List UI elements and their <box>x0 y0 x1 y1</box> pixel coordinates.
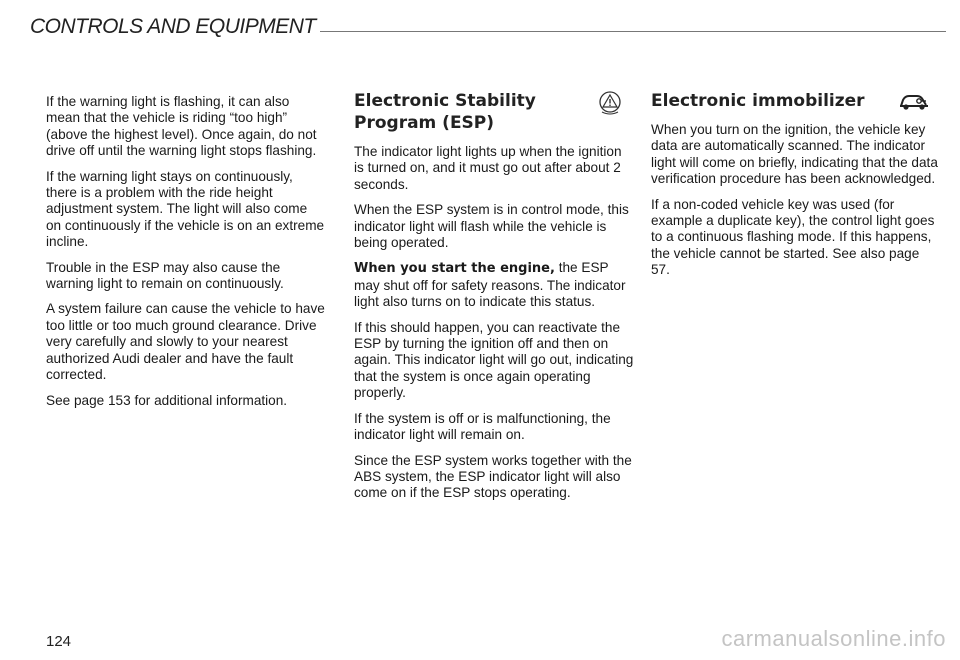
page-number: 124 <box>46 633 72 650</box>
column-immobilizer <box>651 90 941 288</box>
paragraph: See page 153 for additional information. <box>46 392 288 408</box>
section-heading: CONTROLS AND EQUIPMENT <box>30 15 316 38</box>
watermark: carmanualsonline.info <box>721 626 946 651</box>
paragraph: If a non-coded vehicle key was used (for example a duplicate key), the control light goes to a continuous flashing mode. If this happens, the vehicle cannot be started. See also page 57. <box>651 196 935 278</box>
paragraph: If the system is off or is malfunctioning, the indicator light will remain on. <box>354 410 611 443</box>
esp-title <box>354 90 536 134</box>
paragraph: If the warning light stays on continuously, there is a problem with the ride height adjustment system. The light will also come on continuously if the vehicle is on an extreme incline. <box>46 168 325 250</box>
car-key-icon <box>897 90 931 112</box>
paragraph: The indicator light lights up when the ignition is turned on, and it must go out after about 2 seconds. <box>354 144 622 192</box>
esp-warning-icon <box>596 90 624 116</box>
column-esp <box>354 90 634 511</box>
paragraph-rest: the ESP may shut off for safety reasons. The indicator light also turns on to indicate this status. <box>354 260 626 310</box>
paragraph: If the warning light is flashing, it can also mean that the vehicle is riding “too high” (above the highest level). Once again, do not drive off until the warning light stops flashing. <box>46 94 317 159</box>
esp-heading <box>354 90 634 134</box>
paragraph: A system failure can cause the vehicle to have too little or too much ground clearance. Drive very carefully and slowly to your nearest authorized Audi dealer and have the fault corrected. <box>46 301 325 383</box>
bold-lead-text: When you start the engine, <box>354 261 555 277</box>
esp-title-line-1: Electronic Stability <box>354 91 536 111</box>
paragraph: When the ESP system is in control mode, this indicator light will flash while the vehicle is being operated. <box>354 202 629 251</box>
paragraph: When you turn on the ignition, the vehicle key data are automatically scanned. The indicator light will come on briefly, indicating that the data verification procedure has been acknowledged. <box>651 122 938 187</box>
column-ride-height <box>46 94 326 418</box>
immobilizer-title: Electronic immobilizer <box>651 91 865 111</box>
paragraph: Trouble in the ESP may also cause the warning light to remain on continuously. <box>46 259 284 292</box>
page-header <box>30 10 946 40</box>
header-rule <box>320 31 946 32</box>
immobilizer-heading <box>651 90 941 112</box>
esp-title-line-2: Program (ESP) <box>354 113 495 133</box>
paragraph: Since the ESP system works together with the ABS system, the ESP indicator light will also come on if the ESP stops operating. <box>354 452 632 501</box>
paragraph: If this should happen, you can reactivate the ESP by turning the ignition off and then on again. This indicator light will go out, indicating that the system is once again operating properly. <box>354 319 634 401</box>
paragraph <box>354 260 634 310</box>
